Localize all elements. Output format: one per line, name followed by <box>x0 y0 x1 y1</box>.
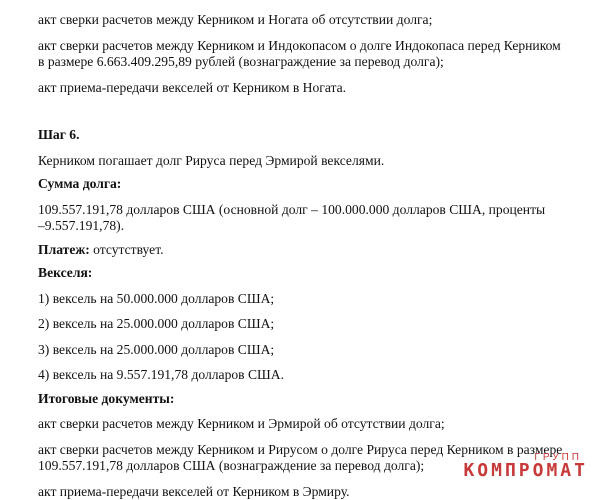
bill-item: 1) вексель на 50.000.000 долларов США; <box>38 291 583 308</box>
doc-line-act-nogata: акт сверки расчетов между Керником и Ногата об отсутствии долга; <box>38 12 583 29</box>
payment-value: отсутствует. <box>90 242 164 257</box>
bills-heading: Векселя: <box>38 265 583 282</box>
debt-heading: Сумма долга: <box>38 176 583 193</box>
debt-amount-2: –9.557.191,78). <box>38 218 583 235</box>
final-doc-line: 109.557.191,78 долларов США (вознаграждение за перевод долга); <box>38 458 583 475</box>
debt-amount-1: 109.557.191,78 долларов США (основной долг – 100.000.000 долларов США, проценты <box>38 202 583 219</box>
final-doc-line: акт приема-передачи векселей от Керником в Эрмиру. <box>38 484 583 500</box>
bill-item: 4) вексель на 9.557.191,78 долларов США. <box>38 367 583 384</box>
final-doc-line: акт сверки расчетов между Керником и Эрмирой об отсутствии долга; <box>38 416 583 433</box>
doc-line-transfer-nogata: акт приема-передачи векселей от Керником в Ногата. <box>38 80 583 97</box>
payment-line <box>38 242 583 259</box>
step-description: Керником погашает долг Рируса перед Эрмирой векселями. <box>38 153 583 170</box>
watermark-main-text: КОМПРОМАТ <box>463 460 588 481</box>
doc-line-act-indokopas-2: в размере 6.663.409.295,89 рублей (вознаграждение за перевод долга); <box>38 54 583 71</box>
bill-item: 3) вексель на 25.000.000 долларов США; <box>38 342 583 359</box>
watermark-logo <box>428 452 588 484</box>
final-docs-heading: Итоговые документы: <box>38 391 583 408</box>
final-doc-line: акт сверки расчетов между Керником и Рирусом о долге Рируса перед Керником в размере <box>38 442 583 459</box>
bill-item: 2) вексель на 25.000.000 долларов США; <box>38 316 583 333</box>
payment-label: Платеж: <box>38 242 90 257</box>
document-body <box>38 12 583 500</box>
doc-line-act-indokopas-1: акт сверки расчетов между Керником и Индокопасом о долге Индокопаса перед Керником <box>38 38 583 55</box>
watermark-top-text: ГРУПП <box>534 452 582 463</box>
step-heading: Шаг 6. <box>38 127 583 144</box>
